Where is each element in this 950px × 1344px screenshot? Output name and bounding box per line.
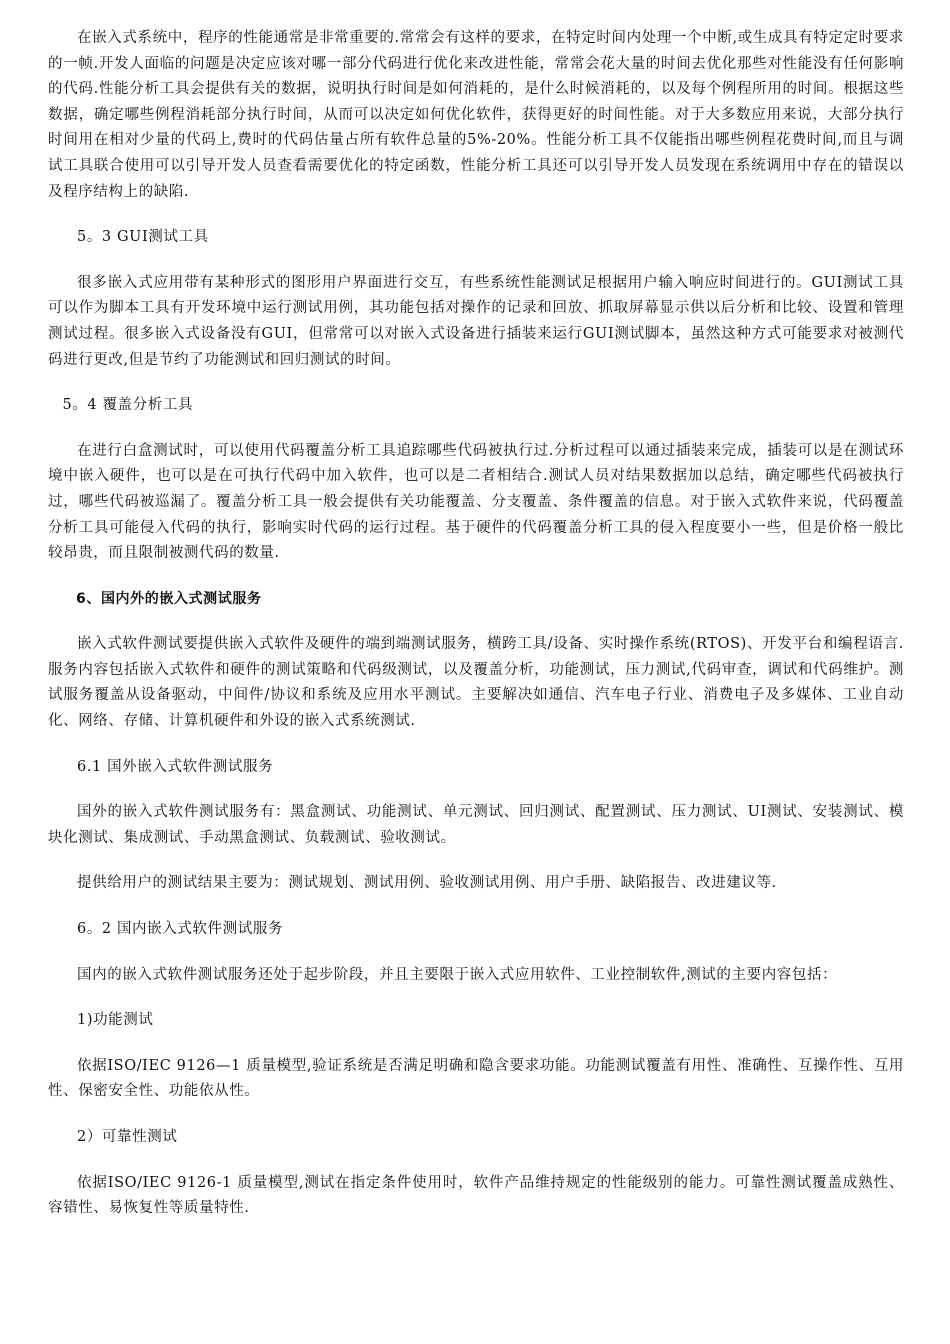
paragraph-testing-services: 嵌入式软件测试要提供嵌入式软件及硬件的端到端测试服务，横跨工具/设备、实时操作系统(RTOS)、开发平台和编程语言.服务内容包括嵌入式软件和硬件的测试策略和代码级测试，以及覆盖分析，功能测试，压力测试,代码审查，调试和代码维护。测试服务覆盖从设备驱动，中间件/协议和系统及应用水平测试。主要解决如通信、汽车电子行业、消费电子及多媒体、工业自动化、网络、存储、计算机硬件和外设的嵌入式系统测试.: [48, 636, 904, 730]
heading-reliability-testing: 2）可靠性测试: [77, 1129, 178, 1145]
paragraph-foreign-services: 国外的嵌入式软件测试服务有：黑盒测试、功能测试、单元测试、回归测试、配置测试、压力测试、UI测试、安装测试、模块化测试、集成测试、手动黑盒测试、负载测试、验收测试。: [48, 804, 904, 846]
heading-6-testing-services: 6、国内外的嵌入式测试服务: [76, 590, 262, 607]
heading-functional-testing: 1)功能测试: [77, 1012, 154, 1029]
paragraph-domestic-services: 国内的嵌入式软件测试服务还处于起步阶段，并且主要限于嵌入式应用软件、工业控制软件,测试的主要内容包括：: [77, 966, 838, 983]
document-page: [48, 26, 904, 1242]
paragraph-test-results: 提供给用户的测试结果主要为：测试规划、测试用例、验收测试用例、用户手册、缺陷报告、改进建议等.: [77, 875, 777, 892]
paragraph-performance-analysis: 在嵌入式系统中，程序的性能通常是非常重要的.常常会有这样的要求，在特定时间内处理一个中断,或生成具有特定定时要求的一帧.开发人面临的问题是决定应该对哪一部分代码进行优化来改进性能，常常会花大量的时间去优化那些对性能没有任何影响的代码.性能分析工具会提供有关的数据，说明执行时间是如何消耗的，是什么时候消耗的，以及每个例程所用的时间。根据这些数据，确定哪些例程消耗部分执行时间，从而可以决定如何优化软件，获得更好的时间性能。对于大多数应用来说，大部分执行时间用在相对少量的代码上,费时的代码估量占所有软件总量的5%-20%。性能分析工具不仅能指出哪些例程花费时间,而且与调试工具联合使用可以引导开发人员查看需要优化的特定函数，性能分析工具还可以引导开发人员发现在系统调用中存在的错误以及程序结构上的缺陷.: [48, 30, 904, 200]
heading-6-2-domestic-services: 6。2 国内嵌入式软件测试服务: [77, 921, 284, 938]
heading-6-1-foreign-services: 6.1 国外嵌入式软件测试服务: [77, 758, 274, 775]
paragraph-functional-testing: 依据ISO/IEC 9126—1 质量模型,验证系统是否满足明确和隐含要求功能。功能测试覆盖有用性、准确性、互操作性、互用性、保密安全性、功能依从性。: [48, 1057, 904, 1100]
paragraph-coverage-analysis: 在进行白盒测试时，可以使用代码覆盖分析工具追踪哪些代码被执行过.分析过程可以通过插装来完成，插装可以是在测试环境中嵌入硬件，也可以是在可执行代码中加入软件，也可以是二者相结合.测试人员对结果数据加以总结，确定哪些代码被执行过，哪些代码被巡漏了。覆盖分析工具一般会提供有关功能覆盖、分支覆盖、条件覆盖的信息。对于嵌入式软件来说，代码覆盖分析工具可能侵入代码的执行，影响实时代码的运行过程。基于硬件的代码覆盖分析工具的侵入程度要小一些，但是价格一般比较昂贵，而且限制被测代码的数量.: [48, 442, 904, 562]
heading-5-3-gui-tools: 5。3 GUI测试工具: [77, 229, 209, 246]
paragraph-reliability-testing: 依据ISO/IEC 9126-1 质量模型,测试在指定条件使用时，软件产品维持规定的性能级别的能力。可靠性测试覆盖成熟性、容错性、易恢复性等质量特性.: [48, 1174, 904, 1217]
paragraph-gui-testing: 很多嵌入式应用带有某种形式的图形用户界面进行交互，有些系统性能测试足根据用户输入响应时间进行的。GUI测试工具可以作为脚本工具有开发环境中运行测试用例，其功能包括对操作的记录和回放、抓取屏幕显示供以后分析和比较、设置和管理测试过程。很多嵌入式设备没有GUI，但常常可以对嵌入式设备进行插装来运行GUI测试脚本，虽然这种方式可能要求对被测代码进行更改,但是节约了功能测试和回归测试的时间。: [48, 274, 904, 368]
heading-5-4-coverage-tools: 5。4 覆盖分析工具: [62, 397, 194, 414]
